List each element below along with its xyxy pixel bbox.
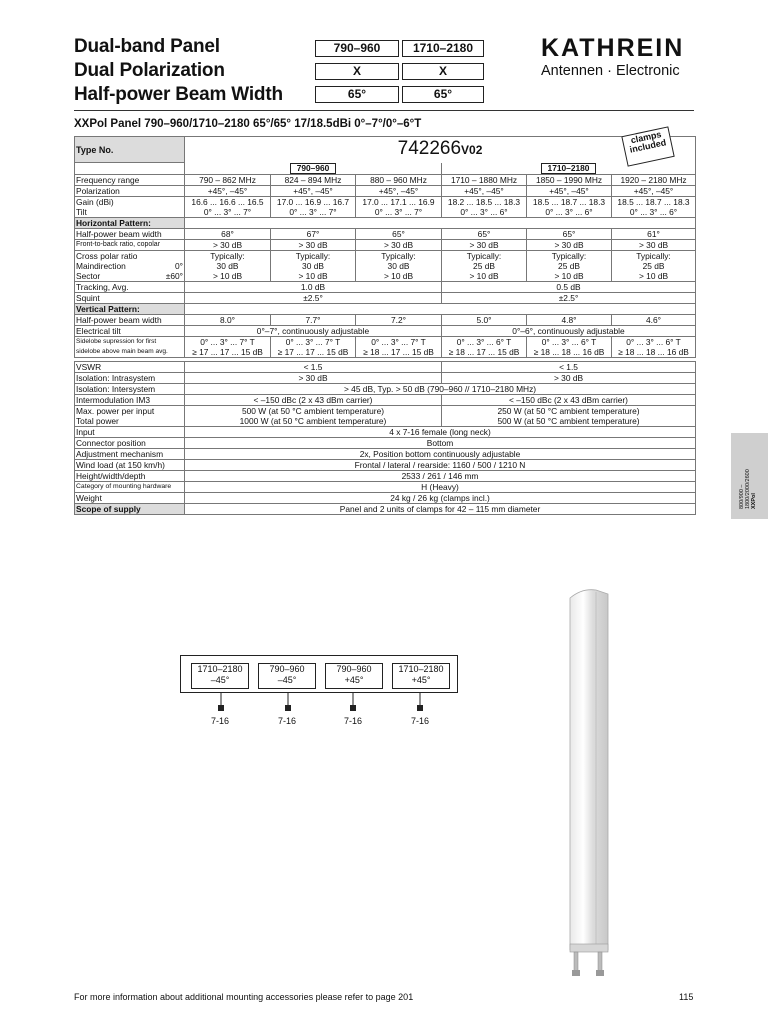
- row-scope: Scope of supply Panel and 2 units of clamps for 42 – 115 mm diameter: [75, 504, 696, 515]
- band-header-high: 1710–2180: [541, 163, 597, 174]
- band-box-high: 1710–2180: [402, 40, 484, 57]
- port-connector-4: 7-16: [411, 716, 430, 726]
- row-hpbw-vertical: Half-power beam width 8.0° 7.7° 7.2° 5.0° 4.8° 4.6°: [75, 315, 696, 326]
- row-category: Category of mounting hardware H (Heavy): [75, 482, 696, 493]
- row-isolation-inter: Isolation: Intersystem > 45 dB, Typ. > 50 dB (790–960 // 1710–2180 MHz): [75, 384, 696, 395]
- row-hpbw-horizontal: Half-power beam width 68° 67° 65° 65° 65° 61°: [75, 229, 696, 240]
- bw-box-low: 65°: [315, 86, 399, 103]
- row-weight: Weight 24 kg / 26 kg (clamps incl.): [75, 493, 696, 504]
- kathrein-logo: KATHREIN: [541, 34, 685, 62]
- port-box-4: 1710–2180 +45°: [392, 663, 450, 689]
- type-no-label: Type No.: [75, 137, 185, 163]
- row-dimensions: Height/width/depth 2533 / 261 / 146 mm: [75, 471, 696, 482]
- footer-note: For more information about additional mounting accessories please refer to page 201: [74, 992, 414, 1002]
- band-box-low: 790–960: [315, 40, 399, 57]
- title-line-1: Dual-band Panel: [74, 36, 220, 57]
- port-connector-3: 7-16: [344, 716, 363, 726]
- row-tracking: Tracking, Avg. 1.0 dB 0.5 dB: [75, 282, 696, 293]
- header-divider: [74, 110, 694, 111]
- row-wind-load: Wind load (at 150 km/h) Frontal / lateral / rearside: 1160 / 500 / 1210 N: [75, 460, 696, 471]
- row-power: Max. power per input Total power 500 W (at 50 °C ambient temperature) 1000 W (at 50 °C ambient temperature) 250 W (at 50 °C ambient temperature) 500 W (at 50 °C ambient temperature): [75, 406, 696, 427]
- row-im3: Intermodulation IM3 < –150 dBc (2 x 43 dBm carrier) < –150 dBc (2 x 43 dBm carrier): [75, 395, 696, 406]
- side-tab-line-1: 800/900 –: [739, 484, 745, 509]
- antenna-image: [560, 588, 620, 988]
- side-tab-line-3: XXPol: [751, 493, 757, 509]
- title-line-3: Half-power Beam Width: [74, 84, 283, 105]
- product-subtitle: XXPol Panel 790–960/1710–2180 65°/65° 17/18.5dBi 0°–7°/0°–6°T: [74, 118, 422, 130]
- port-box-2: 790–960 –45°: [258, 663, 316, 689]
- title-line-2: Dual Polarization: [74, 60, 225, 81]
- logo-subtitle: Antennen · Electronic: [541, 63, 680, 79]
- clamps-included-stamp: clamps included: [621, 126, 674, 166]
- row-adjustment: Adjustment mechanism 2x, Position bottom continuously adjustable: [75, 449, 696, 460]
- row-front-to-back: Front-to-back ratio, copolar > 30 dB > 30 dB > 30 dB > 30 dB > 30 dB > 30 dB: [75, 240, 696, 251]
- row-frequency: Frequency range 790 – 862 MHz 824 – 894 MHz 880 – 960 MHz 1710 – 1880 MHz 1850 – 1990 MHz 1920 – 2180 MHz: [75, 175, 696, 186]
- section-horizontal: Horizontal Pattern:: [75, 218, 696, 229]
- row-sidelobe: Sidelobe supression for first sidelobe above main beam avg. 0° ... 3° ... 7° T ≥ 17 ... 17 ... 15 dB 0° ... 3° ... 7° T ≥ 17 ... 17 ... 15 dB 0° ... 3° ... 7° T ≥ 18 ... 17 ... 15 dB 0° ... 3° ... 6° T ≥ 18 ... 17 ... 15 dB 0° ... 3° ... 6° T ≥ 18 ... 18 ... 16 dB 0° ... 3° ... 6° T ≥ 18 ... 18 ... 16 dB: [75, 337, 696, 358]
- type-number: 742266V02: [397, 137, 483, 159]
- port-box-1: 1710–2180 –45°: [191, 663, 249, 689]
- type-no-cell: [185, 137, 696, 163]
- bw-box-high: 65°: [402, 86, 484, 103]
- side-tab-line-2: 1800/2000/2600: [745, 469, 751, 509]
- row-gain-tilt: Gain (dBi) Tilt 16.6 ... 16.6 ... 16.5 0° ... 3° ... 7° 17.0 ... 16.9 ... 16.7 0° ... 3° ... 7° 17.0 ... 17.1 ... 16.9 0° ... 3° ... 7° 18.2 ... 18.5 ... 18.3 0° ... 3° ... 6° 18.5 ... 18.7 ... 18.3 0° ... 3° ... 6° 18.5 ... 18.7 ... 18.3 0° ... 3° ... 6°: [75, 197, 696, 218]
- section-vertical: Vertical Pattern:: [75, 304, 696, 315]
- pol-box-high: X: [402, 63, 484, 80]
- side-tab: [731, 433, 768, 519]
- row-isolation-intra: Isolation: Intrasystem > 30 dB > 30 dB: [75, 373, 696, 384]
- pol-box-low: X: [315, 63, 399, 80]
- band-header-low: 790–960: [290, 163, 337, 174]
- port-connector-2: 7-16: [278, 716, 297, 726]
- row-polarization: Polarization +45°, –45° +45°, –45° +45°, –45° +45°, –45° +45°, –45° +45°, –45°: [75, 186, 696, 197]
- port-box-3: 790–960 +45°: [325, 663, 383, 689]
- port-connector-1: 7-16: [211, 716, 230, 726]
- row-electrical-tilt: Electrical tilt 0°–7°, continuously adjustable 0°–6°, continuously adjustable: [75, 326, 696, 337]
- page-number: 115: [679, 992, 694, 1002]
- row-connector: Connector position Bottom: [75, 438, 696, 449]
- spec-table: [74, 136, 696, 515]
- row-input: Input 4 x 7-16 female (long neck): [75, 427, 696, 438]
- row-vswr: VSWR < 1.5 < 1.5: [75, 362, 696, 373]
- row-squint: Squint ±2.5° ±2.5°: [75, 293, 696, 304]
- row-cross-polar: Cross polar ratio Maindirection 0° Sector ±60° Typically: 30 dB > 10 dB Typically: 30 dB > 10 dB Typically: 30 dB > 10 dB Typically: 25 dB > 10 dB Typically: 25 dB > 10 dB Typically: 25 dB > 10 dB: [75, 251, 696, 282]
